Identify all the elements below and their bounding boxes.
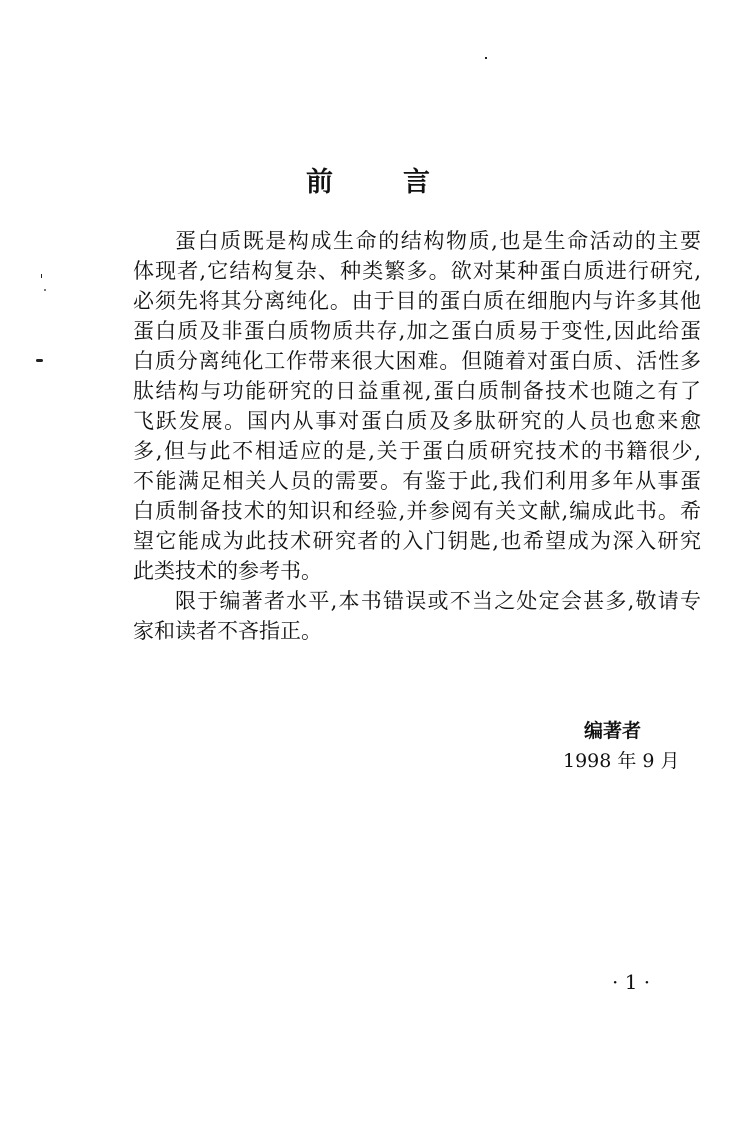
author-signature: 编著者 (584, 720, 642, 742)
paragraph-1-line-5: 白质分离纯化工作带来很大困难。但随着对蛋白质、活性多 (133, 349, 701, 373)
scan-speck (41, 274, 42, 278)
paragraph-1-line-10: 白质制备技术的知识和经验,并参阅有关文献,编成此书。希 (133, 499, 701, 523)
preface-body (133, 226, 701, 646)
scan-speck (44, 289, 46, 291)
title-char-2: 言 (403, 167, 430, 198)
paragraph-2-line-1: 限于编著者水平,本书错误或不当之处定会甚多,敬请专 (175, 589, 701, 613)
paragraph-1-line-7: 飞跃发展。国内从事对蛋白质及多肽研究的人员也愈来愈 (133, 409, 701, 433)
paragraph-1-line-8: 多,但与此不相适应的是,关于蛋白质研究技术的书籍很少, (133, 439, 701, 463)
paragraph-1-line-6: 肽结构与功能研究的日益重视,蛋白质制备技术也随之有了 (133, 379, 701, 403)
page-number: · 1 · (612, 970, 651, 994)
title-char-1: 前 (306, 167, 333, 198)
paragraph-1-line-12: 此类技术的参考书。 (133, 559, 322, 583)
paragraph-1-line-11: 望它能成为此技术研究者的入门钥匙,也希望成为深入研究 (133, 529, 701, 553)
scan-speck (485, 57, 487, 59)
preface-date: 1998 年 9 月 (563, 750, 680, 772)
paragraph-1-line-2: 体现者,它结构复杂、种类繁多。欲对某种蛋白质进行研究, (133, 259, 701, 283)
paragraph-1-line-3: 必须先将其分离纯化。由于目的蛋白质在细胞内与许多其他 (133, 289, 701, 313)
paragraph-2-line-2: 家和读者不吝指正。 (133, 619, 322, 643)
page-title (0, 160, 736, 199)
scan-speck (36, 359, 43, 362)
paragraph-1-line-9: 不能满足相关人员的需要。有鉴于此,我们利用多年从事蛋 (133, 469, 701, 493)
paragraph-1-line-4: 蛋白质及非蛋白质物质共存,加之蛋白质易于变性,因此给蛋 (133, 319, 701, 343)
paragraph-1-line-1: 蛋白质既是构成生命的结构物质,也是生命活动的主要 (175, 229, 701, 253)
